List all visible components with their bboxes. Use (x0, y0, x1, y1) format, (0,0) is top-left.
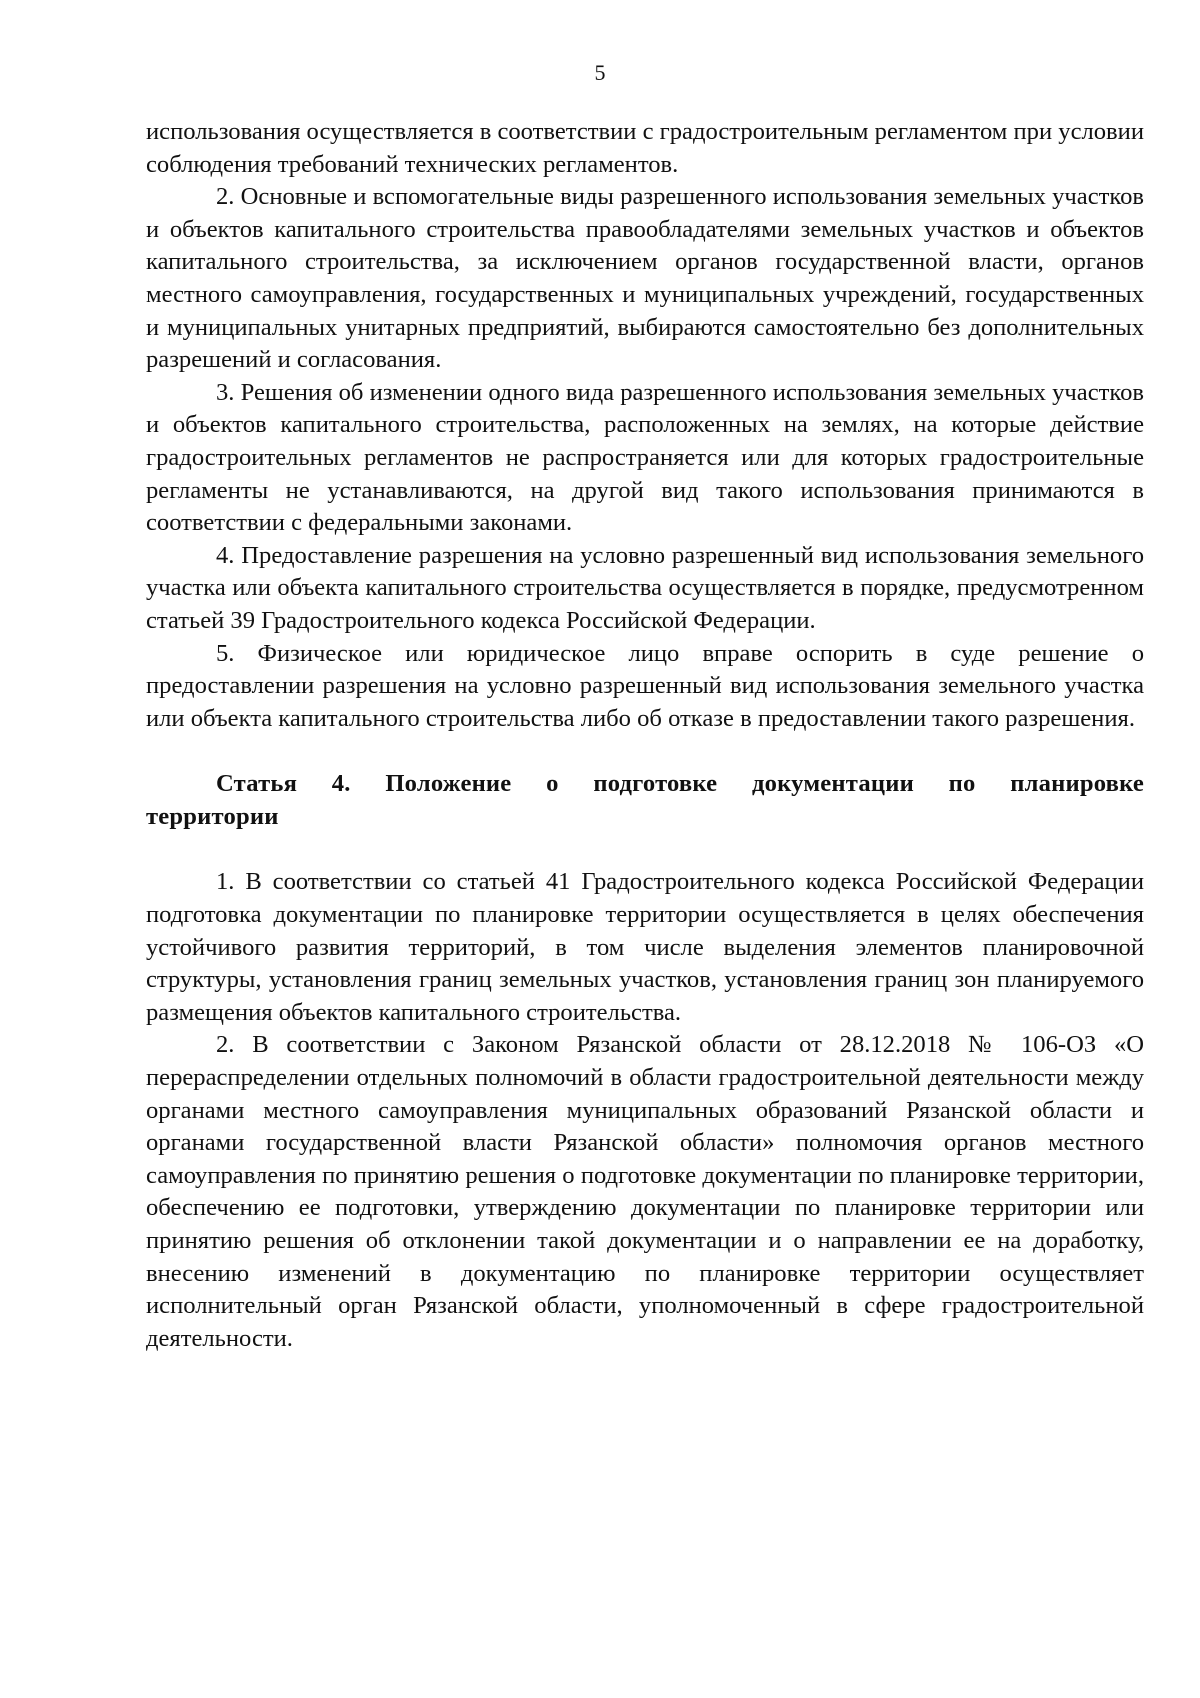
paragraph-item-4: 4. Предоставление разрешения на условно разрешенный вид использования земельного участка или объекта капитального строительства осуществляется в порядке, предусмотренном статьей 39 Градостроительного кодекса Российской Федерации. (146, 541, 1144, 634)
article-paragraph-2: 2. В соответствии с Законом Рязанской области от 28.12.2018 № 106-ОЗ «О перераспределении отдельных полномочий в области градостроительной деятельности между органами местного самоуправления муниципальных образований Рязанской области и органами государственной власти Рязанской области» полномочия органов местного самоуправления по принятию решения о подготовке документации по планировке территории, обеспечению ее подготовки, утверждению документации по планировке территории или принятию решения об отклонении такой документации и о направлении ее на доработку, внесению изменений в документацию по планировке территории осуществляет исполнительный орган Рязанской области, уполномоченный в сфере градостроительной деятельности. (146, 1031, 1144, 1352)
document-body (146, 116, 1144, 1355)
paragraph-continuation: использования осуществляется в соответствии с градостроительным регламентом при условии соблюдения требований технических регламентов. (146, 118, 1144, 178)
page-number: 5 (594, 60, 606, 85)
article-paragraph-1: 1. В соответствии со статьей 41 Градостроительного кодекса Российской Федерации подготовка документации по планировке территории осуществляется в целях обеспечения устойчивого развития территорий, в том числе выделения элементов планировочной структуры, установления границ земельных участков, установления границ зон планируемого размещения объектов капитального строительства. (146, 868, 1144, 1026)
article-heading: Статья 4. Положение о подготовке документации по планировке территории (146, 770, 1144, 830)
paragraph-item-3: 3. Решения об изменении одного вида разрешенного использования земельных участков и объектов капитального строительства, расположенных на землях, на которые действие градостроительных регламентов не распространяется или для которых градостроительные регламенты не устанавливаются, на другой вид такого использования принимаются в соответствии с федеральными законами. (146, 378, 1144, 537)
paragraph-item-2: 2. Основные и вспомогательные виды разрешенного использования земельных участков и объектов капитального строительства правообладателями земельных участков и объектов капитального строительства, за исключением органов государственной власти, органов местного самоуправления, государственных и муниципальных учреждений, государственных и муниципальных унитарных предприятий, выбираются самостоятельно без дополнительных разрешений и согласования. (146, 183, 1144, 374)
paragraph-item-5: 5. Физическое или юридическое лицо вправе оспорить в суде решение о предоставлении разрешения на условно разрешенный вид использования земельного участка или объекта капитального строительства либо об отказе в предоставлении такого разрешения. (146, 639, 1144, 732)
